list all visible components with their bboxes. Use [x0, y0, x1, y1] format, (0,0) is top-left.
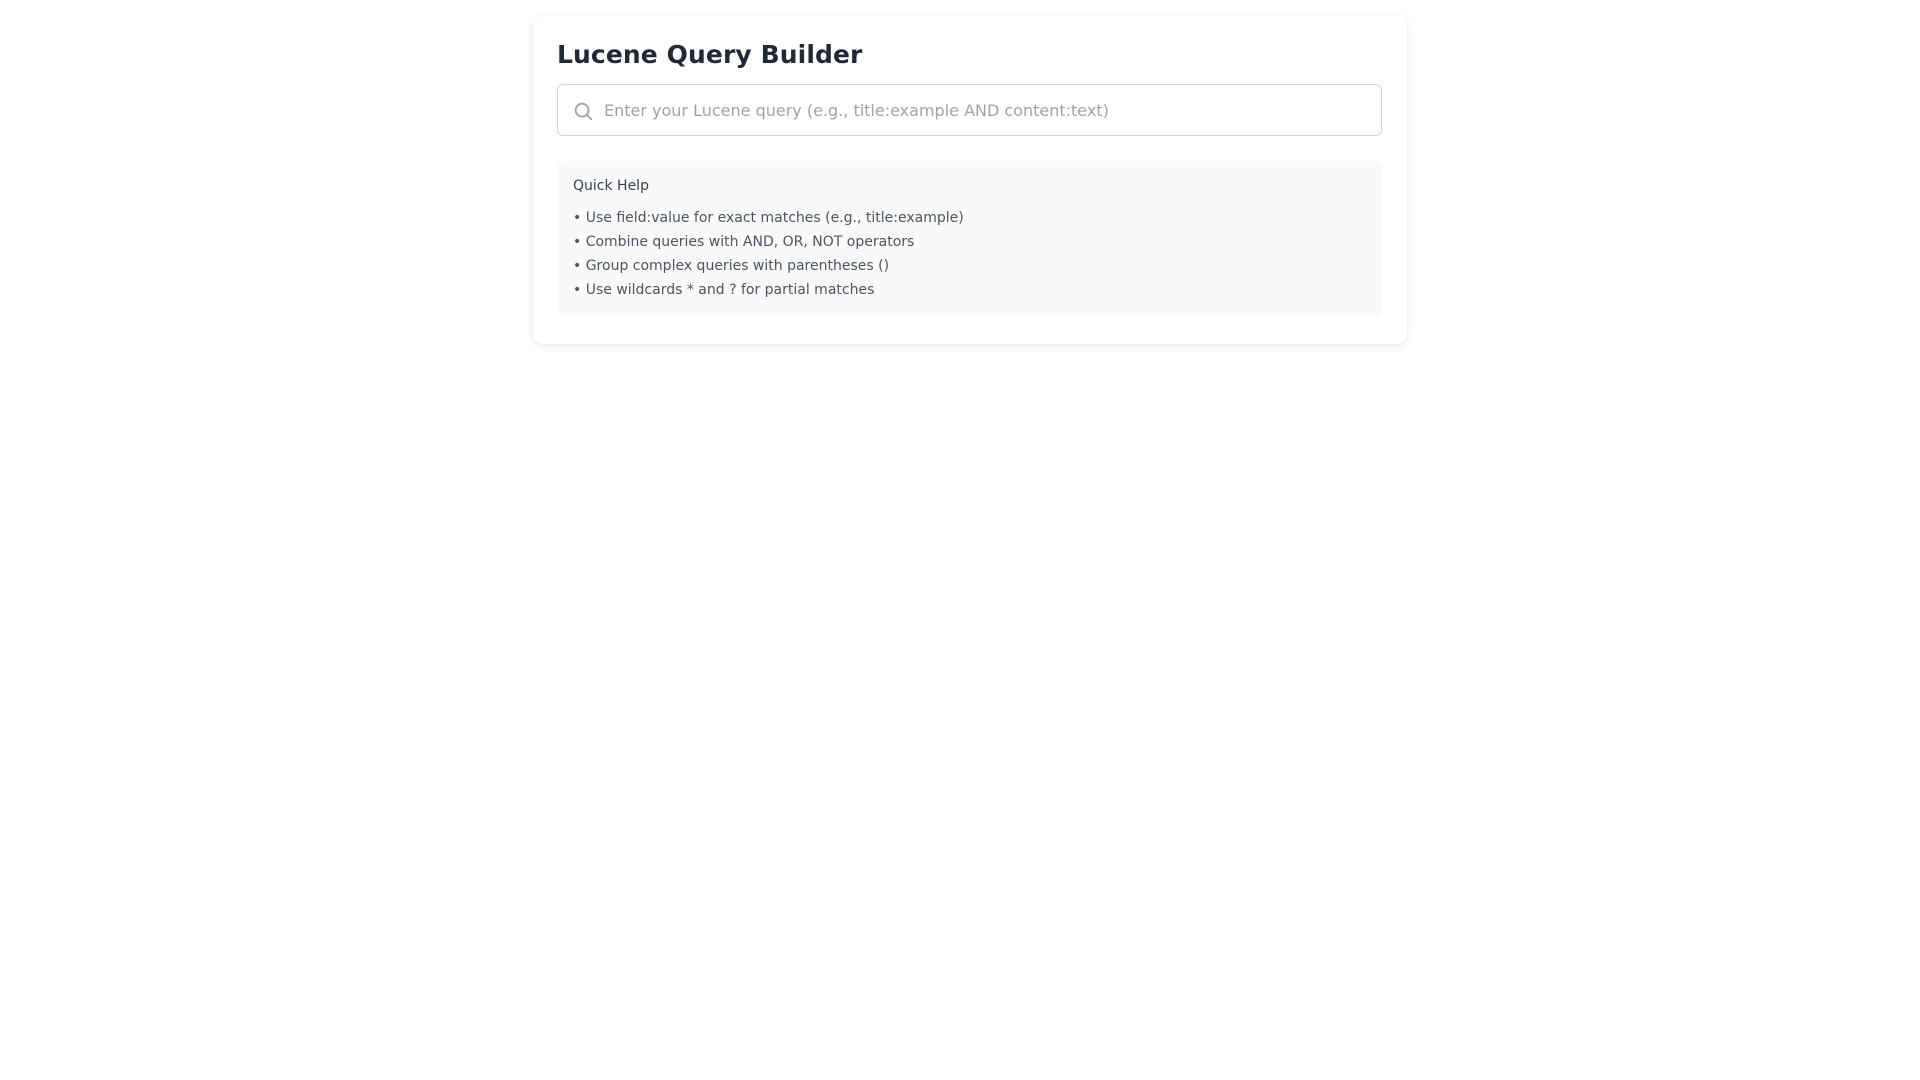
search-icon [572, 100, 594, 122]
quick-help-title: Quick Help [573, 178, 649, 194]
search-input[interactable] [602, 85, 1374, 135]
page-title: Lucene Query Builder [557, 40, 863, 69]
quick-help-item: • Use wildcards * and ? for partial matches [573, 282, 875, 298]
quick-help-item: • Group complex queries with parentheses () [573, 258, 890, 274]
search-box[interactable] [557, 84, 1382, 136]
query-builder-card [533, 16, 1407, 344]
quick-help-panel [557, 161, 1382, 316]
quick-help-list [573, 206, 1366, 302]
quick-help-item: • Use field:value for exact matches (e.g., title:example) [573, 210, 964, 226]
quick-help-item: • Combine queries with AND, OR, NOT operators [573, 234, 915, 250]
